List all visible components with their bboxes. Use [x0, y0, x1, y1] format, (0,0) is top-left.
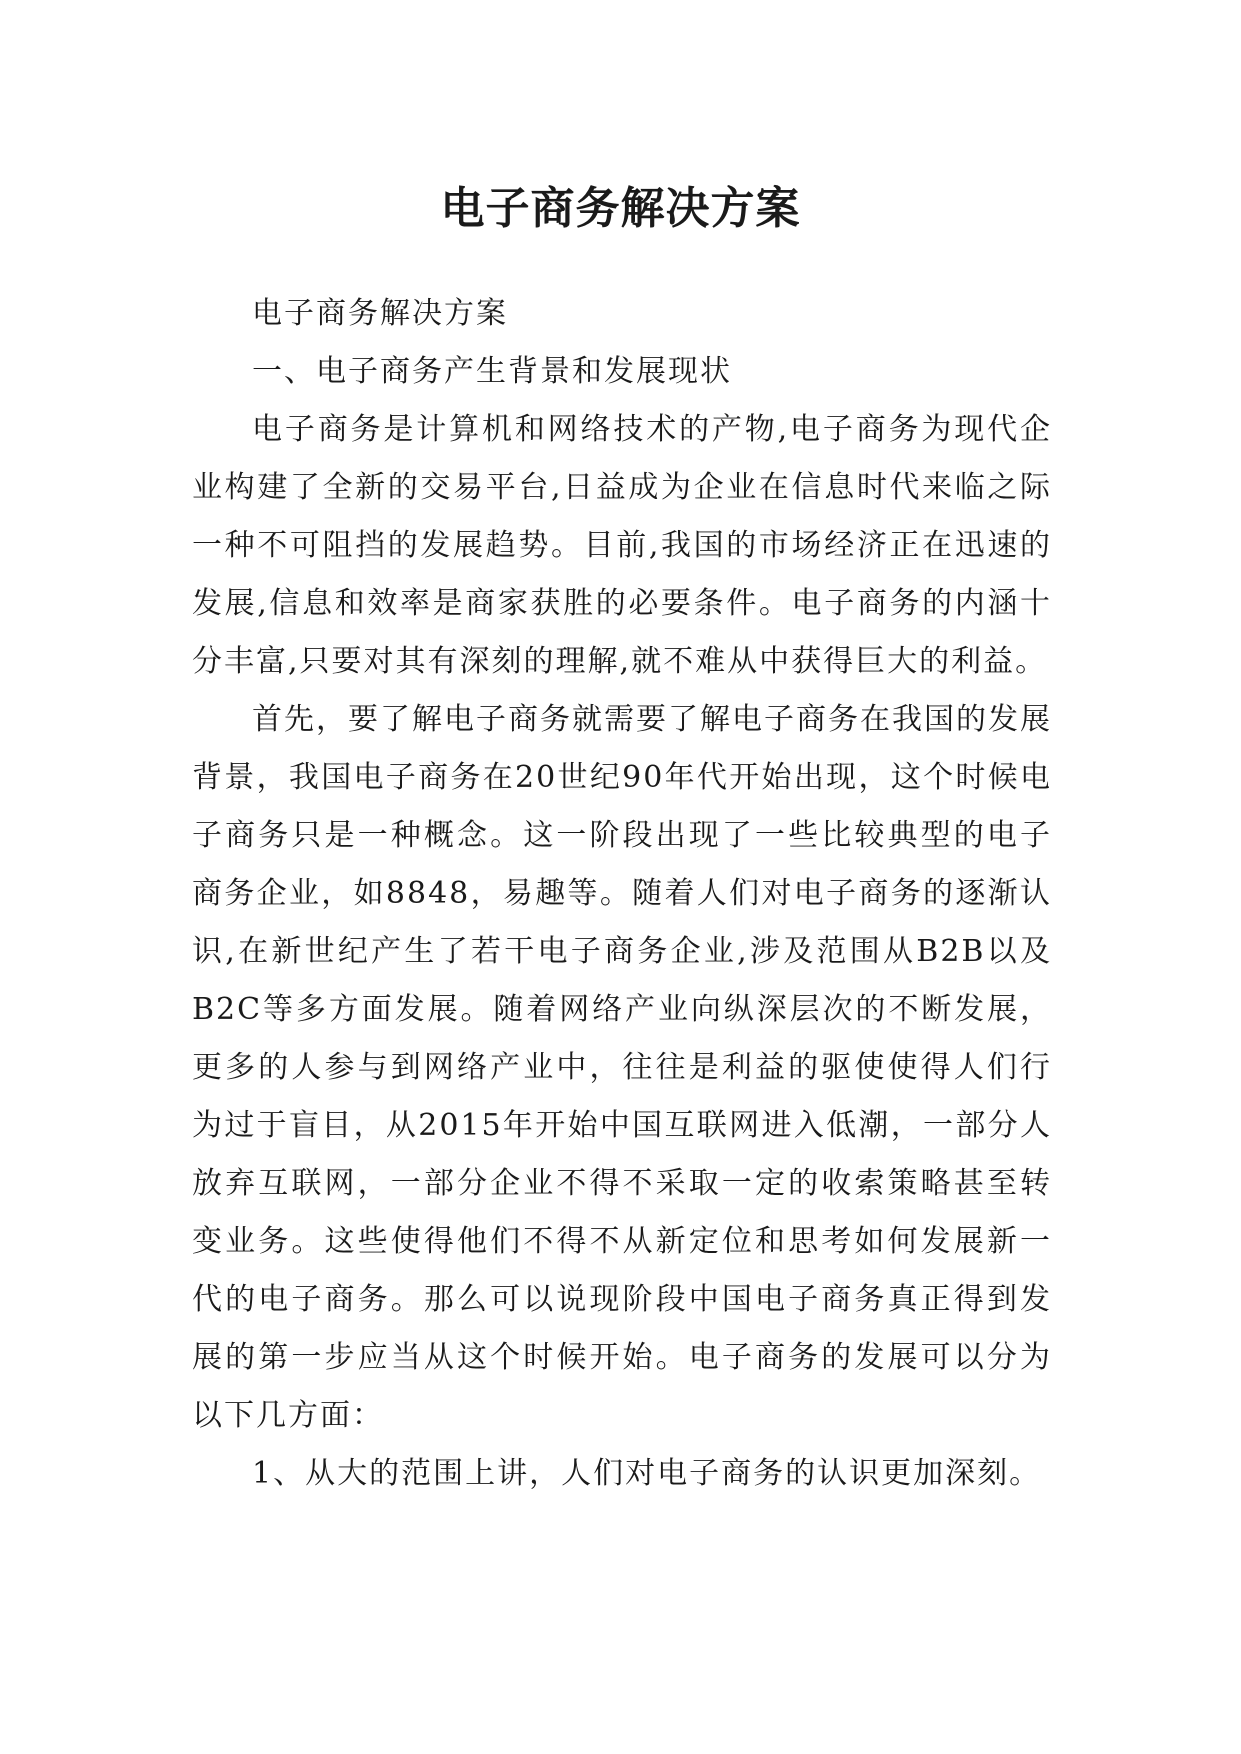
paragraph-background: 首先，要了解电子商务就需要了解电子商务在我国的发展背景，我国电子商务在20世纪90年代开始出现，这个时候电子商务只是一种概念。这一阶段出现了一些比较典型的电子商务企业，如8848，易趣等。随着人们对电子商务的逐渐认识,在新世纪产生了若干电子商务企业,涉及范围从B2B以及B2C等多方面发展。随着网络产业向纵深层次的不断发展，更多的人参与到网络产业中，往往是利益的驱使使得人们行为过于盲目，从2015年开始中国互联网进入低潮，一部分人放弃互联网，一部分企业不得不采取一定的收索策略甚至转变业务。这些使得他们不得不从新定位和思考如何发展新一代的电子商务。那么可以说现阶段中国电子商务真正得到发展的第一步应当从这个时候开始。电子商务的发展可以分为以下几方面：: [192, 702, 1052, 1433]
paragraph-intro: 电子商务是计算机和网络技术的产物,电子商务为现代企业构建了全新的交易平台,日益成为企业在信息时代来临之际一种不可阻挡的发展趋势。目前,我国的市场经济正在迅速的发展,信息和效率是商家获胜的必要条件。电子商务的内涵十分丰富,只要对其有深刻的理解,就不难从中获得巨大的利益。: [192, 412, 1052, 679]
document-title: 电子商务解决方案: [440, 183, 801, 235]
paragraph-point-1: 1、从大的范围上讲，人们对电子商务的认识更加深刻。: [252, 1456, 1042, 1491]
document-body: [192, 285, 1052, 1503]
paragraph-subtitle: 电子商务解决方案: [252, 296, 508, 331]
paragraph-section-heading: 一、电子商务产生背景和发展现状: [252, 354, 732, 389]
